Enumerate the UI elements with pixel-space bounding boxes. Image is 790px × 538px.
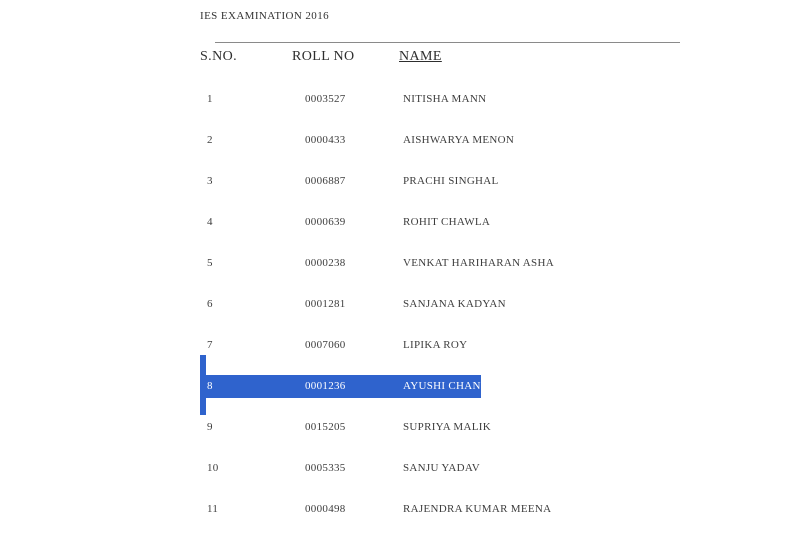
sno-cell[interactable]: 9 — [207, 421, 213, 433]
sno-cell[interactable]: 2 — [207, 134, 213, 146]
page-title: IES EXAMINATION 2016 — [200, 10, 329, 22]
name-cell[interactable]: LIPIKA ROY — [403, 339, 468, 351]
sno-cell[interactable]: 8 — [207, 380, 213, 392]
table-row[interactable] — [200, 252, 680, 274]
name-cell[interactable]: SUPRIYA MALIK — [403, 421, 491, 433]
column-header-name: NAME — [399, 49, 442, 64]
roll-cell[interactable]: 0001236 — [305, 380, 346, 392]
roll-cell[interactable]: 0000433 — [305, 134, 346, 146]
name-cell[interactable]: AYUSHI CHAND — [403, 380, 490, 392]
roll-cell[interactable]: 0007060 — [305, 339, 346, 351]
sno-cell[interactable]: 10 — [207, 462, 219, 474]
roll-cell[interactable]: 0000639 — [305, 216, 346, 228]
sno-cell[interactable]: 7 — [207, 339, 213, 351]
table-row[interactable] — [200, 211, 680, 233]
table-header — [200, 49, 680, 65]
table-row[interactable] — [200, 170, 680, 192]
table-row[interactable] — [200, 416, 680, 438]
table-row[interactable] — [200, 293, 680, 315]
table-row[interactable] — [200, 334, 680, 356]
name-cell[interactable]: VENKAT HARIHARAN ASHA — [403, 257, 554, 269]
name-cell[interactable]: RAJENDRA KUMAR MEENA — [403, 503, 552, 515]
name-cell[interactable]: NITISHA MANN — [403, 93, 487, 105]
roll-cell[interactable]: 0005335 — [305, 462, 346, 474]
sno-cell[interactable]: 5 — [207, 257, 213, 269]
roll-cell[interactable]: 0015205 — [305, 421, 346, 433]
sno-cell[interactable]: 11 — [207, 503, 219, 515]
table-row[interactable] — [200, 498, 680, 520]
sno-cell[interactable]: 4 — [207, 216, 213, 228]
header-divider — [215, 42, 680, 43]
name-cell[interactable]: PRACHI SINGHAL — [403, 175, 499, 187]
table-row[interactable] — [200, 88, 680, 110]
sno-cell[interactable]: 3 — [207, 175, 213, 187]
name-cell[interactable]: SANJANA KADYAN — [403, 298, 506, 310]
sno-cell[interactable]: 6 — [207, 298, 213, 310]
document-content — [200, 0, 740, 538]
sno-cell[interactable]: 1 — [207, 93, 213, 105]
name-cell[interactable]: ROHIT CHAWLA — [403, 216, 491, 228]
table-row[interactable] — [200, 457, 680, 479]
roll-cell[interactable]: 0000498 — [305, 503, 346, 515]
table-row[interactable] — [200, 129, 680, 151]
column-header-rollno: ROLL NO — [292, 49, 355, 64]
name-cell[interactable]: SANJU YADAV — [403, 462, 480, 474]
roll-cell[interactable]: 0000238 — [305, 257, 346, 269]
name-cell[interactable]: AISHWARYA MENON — [403, 134, 515, 146]
roll-cell[interactable]: 0006887 — [305, 175, 346, 187]
roll-cell[interactable]: 0001281 — [305, 298, 346, 310]
table-row[interactable] — [200, 375, 490, 398]
column-header-sno: S.NO. — [200, 49, 238, 64]
roll-cell[interactable]: 0003527 — [305, 93, 346, 105]
